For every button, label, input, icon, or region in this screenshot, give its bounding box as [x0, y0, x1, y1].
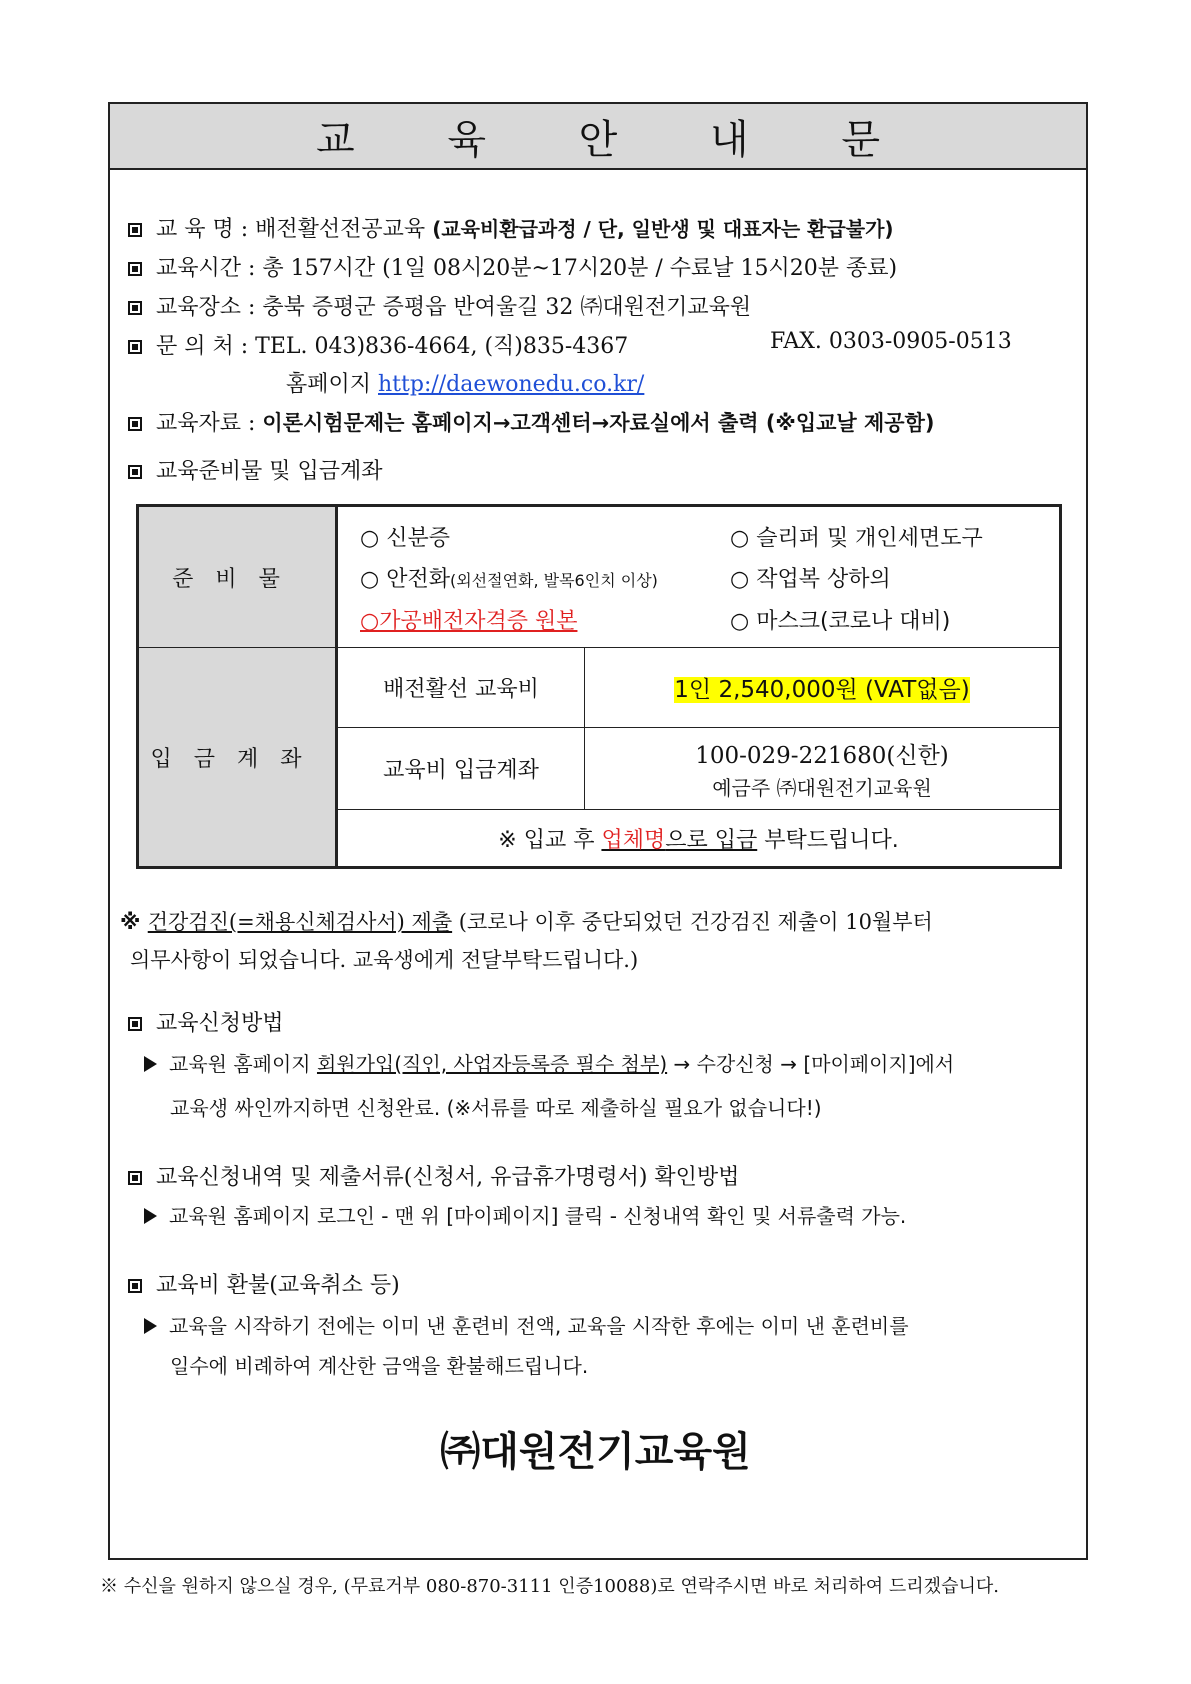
contact-label: 문 의 처 : [156, 334, 249, 359]
deposit-note-prefix: ※ 입교 후 [498, 827, 602, 853]
materials-value: 이론시험문제는 홈페이지→고객센터→자료실에서 출력 (※입교날 제공함) [262, 411, 935, 435]
apply-line-1 [144, 1048, 954, 1077]
prep-item-mask: ○ 마스크(코로나 대비) [730, 609, 951, 634]
refund-line-1-text: 교육을 시작하기 전에는 이미 낸 훈련비 전액, 교육을 시작한 후에는 이미 낸 훈련비를 [169, 1314, 909, 1338]
unsubscribe-footer: ※ 수신을 원하지 않으실 경우, (무료거부 080-870-3111 인증10088)로 연락주시면 바로 처리하여 드리겠습니다. [100, 1576, 999, 1597]
refund-heading-line [128, 1268, 400, 1299]
hours-value: 총 157시간 (1일 08시20분~17시20분 / 수료날 15시20분 종료) [262, 256, 898, 281]
apply-line-1-underlined: 회원가입(직인, 사업자등록증 필수 첨부) [316, 1052, 668, 1076]
account-holder: 예금주 ㈜대원전기교육원 [712, 775, 932, 800]
check-heading: 교육신청내역 및 제출서류(신청서, 유급휴가명령서) 확인방법 [156, 1165, 740, 1190]
prep-item-license: ○가공배전자격증 원본 [360, 609, 578, 634]
fee-value: 1인 2,540,000원 (VAT없음) [674, 677, 970, 703]
apply-line-1-prefix: 교육원 홈페이지 [169, 1052, 317, 1076]
account-number: 100-029-221680(신한) [695, 742, 949, 769]
course-line [128, 212, 894, 243]
deposit-note-middle: 으로 입금 [665, 827, 758, 853]
place-value: 충북 증평군 증평읍 반여울길 32 ㈜대원전기교육원 [262, 295, 752, 320]
health-rest: (코로나 이후 중단되었던 건강검진 제출이 10월부터 [452, 910, 933, 934]
health-mark: ※ [120, 910, 148, 934]
prep-title-line [128, 454, 383, 485]
square-bullet-icon [128, 262, 142, 276]
apply-line-1-suffix: → 수강신청 → [마이페이지]에서 [667, 1052, 955, 1076]
prep-item-shoes-label: ○ 안전화 [360, 567, 450, 592]
prep-item-slippers: ○ 슬리퍼 및 개인세면도구 [730, 526, 983, 551]
check-heading-line [128, 1160, 739, 1191]
prep-items-cell [337, 506, 1061, 648]
prep-item-id: ○ 신분증 [360, 526, 450, 551]
account-cell [585, 728, 1061, 810]
place-label: 교육장소 : [156, 295, 256, 320]
apply-heading-line [128, 1006, 284, 1037]
square-bullet-icon [128, 465, 142, 479]
homepage-link[interactable]: http://daewonedu.co.kr/ [378, 372, 645, 397]
course-label: 교 육 명 : [156, 217, 249, 242]
refund-line-1 [144, 1310, 909, 1339]
fee-label: 배전활선 교육비 [337, 648, 585, 728]
prep-item-work-clothes: ○ 작업복 상하의 [730, 567, 891, 592]
triangle-bullet-icon [144, 1208, 157, 1224]
account-label: 교육비 입금계좌 [337, 728, 585, 810]
contact-fax: FAX. 0303-0905-0513 [770, 329, 1012, 354]
check-line-1 [144, 1200, 906, 1229]
place-line [128, 290, 751, 321]
apply-line-2: 교육생 싸인까지하면 신청완료. (※서류를 따로 제출하실 필요가 없습니다!) [170, 1096, 822, 1120]
contact-line [128, 329, 628, 360]
hours-line [128, 251, 897, 282]
prep-head: 준비물 [138, 506, 337, 648]
fee-value-cell [585, 648, 1061, 728]
deposit-note [337, 810, 1061, 868]
deposit-note-suffix: 부탁드립니다. [757, 827, 899, 853]
health-line-1 [120, 906, 933, 936]
course-value: 배전활선전공교육 [255, 217, 426, 242]
square-bullet-icon [128, 340, 142, 354]
contact-phone: TEL. 043)836-4664, (직)835-4367 [255, 334, 629, 359]
prep-item-shoes-note: (외선절연화, 발목6인치 이상) [449, 571, 658, 590]
health-line-2: 의무사항이 되었습니다. 교육생에게 전달부탁드립니다.) [130, 948, 639, 972]
account-head: 입금계좌 [138, 648, 337, 868]
homepage-line [286, 367, 644, 398]
triangle-bullet-icon [144, 1318, 157, 1334]
square-bullet-icon [128, 1171, 142, 1185]
homepage-label: 홈페이지 [286, 372, 372, 397]
health-underlined: 건강검진(=채용신체검사서) 제출 [147, 910, 453, 934]
square-bullet-icon [128, 301, 142, 315]
prep-item-shoes [360, 562, 658, 593]
deposit-note-company: 업체명 [601, 827, 666, 853]
refund-heading: 교육비 환불(교육취소 등) [156, 1273, 400, 1298]
prep-title: 교육준비물 및 입금계좌 [156, 459, 383, 484]
page-title: 교 육 안 내 문 [110, 104, 1086, 170]
square-bullet-icon [128, 223, 142, 237]
materials-label: 교육자료 : [156, 411, 256, 436]
prep-account-table [136, 504, 1062, 869]
square-bullet-icon [128, 417, 142, 431]
apply-heading: 교육신청방법 [156, 1011, 284, 1036]
brand-name: ㈜대원전기교육원 [440, 1429, 751, 1475]
square-bullet-icon [128, 1279, 142, 1293]
course-note: (교육비환급과정 / 단, 일반생 및 대표자는 환급불가) [432, 217, 894, 241]
check-line-1-text: 교육원 홈페이지 로그인 - 맨 위 [마이페이지] 클릭 - 신청내역 확인 및 서류출력 가능. [169, 1204, 907, 1228]
triangle-bullet-icon [144, 1056, 157, 1072]
refund-line-2: 일수에 비례하여 계산한 금액을 환불해드립니다. [170, 1354, 589, 1378]
square-bullet-icon [128, 1017, 142, 1031]
hours-label: 교육시간 : [156, 256, 256, 281]
materials-line [128, 406, 934, 437]
